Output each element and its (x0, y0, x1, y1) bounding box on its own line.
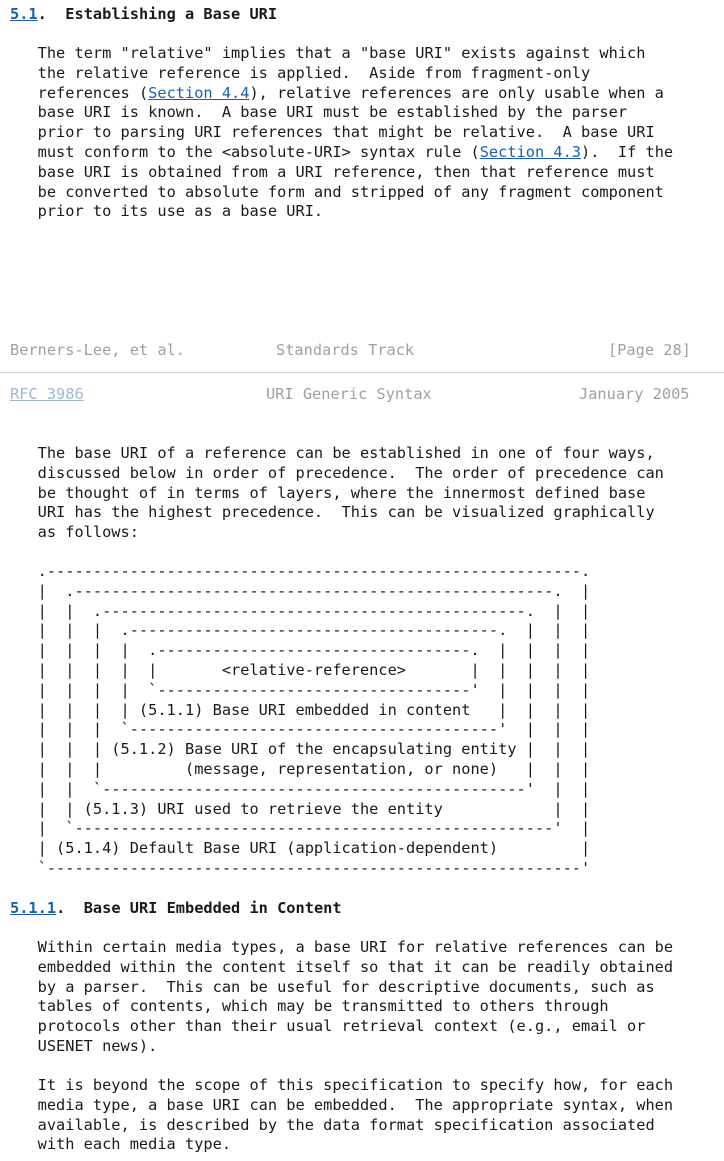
footer-status: Standards Track (276, 341, 415, 359)
section-xref-link[interactable]: Section 4.3 (479, 142, 582, 161)
text-line: base URI is known. A base URI must be established by the parser (37, 103, 628, 122)
text-line: available, is described by the data format specification associated (10, 1115, 655, 1134)
text-line: must conform to the <absolute-URI> syntax rule (Section 4.3). If the (37, 142, 674, 161)
diagram-line: | | | | .----------------------------------. | | | | (10, 641, 591, 660)
diagram-line: | | | `----------------------------------------' | | | (10, 720, 591, 739)
diagram-line: | | | (message, representation, or none) | | | (10, 759, 591, 778)
text-line: USENET news). (10, 1036, 158, 1055)
diagram-line: `----------------------------------------------------------' (10, 858, 591, 877)
diagram-line: | | | | `----------------------------------' | | | | (10, 680, 591, 699)
text-line: as follows: (10, 523, 139, 542)
text-line: be thought of in terms of layers, where the innermost defined base (10, 483, 646, 502)
text-line: URI has the highest precedence. This can be visualized graphically (10, 503, 655, 522)
rfc-number-link[interactable]: RFC 3986 (10, 385, 84, 403)
text-line: discussed below in order of precedence. The order of precedence can (10, 463, 664, 482)
text-line: tables of contents, which may be transmitted to others through (10, 997, 609, 1016)
text-line: by a parser. This can be useful for descriptive documents, such as (10, 977, 655, 996)
section-5-1-1-paragraph-1 (10, 938, 673, 1057)
text-line: protocols other than their usual retrieval context (e.g., email or (10, 1017, 646, 1036)
text-line: Within certain media types, a base URI for relative references can be (10, 938, 674, 956)
text-line: embedded within the content itself so that it can be readily obtained (10, 957, 674, 976)
text-line: The term "relative" implies that a "base URI" exists against which (37, 44, 646, 62)
diagram-line: | `----------------------------------------------------' | (10, 819, 591, 838)
section-title: Establishing a Base URI (65, 5, 278, 23)
section-heading-5-1 (10, 5, 277, 25)
text-line: media type, a base URI can be embedded. The appropriate syntax, when (10, 1095, 674, 1114)
diagram-line: | | | | (5.1.1) Base URI embedded in content | | | | (10, 700, 591, 719)
section-title: Base URI Embedded in Content (83, 899, 342, 917)
header-date: January 2005 (579, 385, 690, 403)
text-line: The base URI of a reference can be established in one of four ways, (10, 444, 655, 462)
diagram-line: | | | .----------------------------------------. | | | (10, 621, 591, 640)
page-footer (10, 341, 691, 361)
text-line: prior to parsing URI references that might be relative. A base URI (37, 123, 655, 142)
section-5-1-paragraph (10, 44, 673, 222)
diagram-line: | .----------------------------------------------------. | (10, 581, 591, 600)
heading-dot: . (56, 899, 84, 917)
footer-authors: Berners-Lee, et al. (10, 341, 185, 359)
heading-dot: . (37, 5, 66, 23)
header-title: URI Generic Syntax (266, 385, 432, 403)
text-line: prior to its use as a base URI. (37, 202, 324, 221)
text-line: It is beyond the scope of this specification to specify how, for each (10, 1076, 674, 1094)
text-line: be converted to absolute form and stripped of any fragment component (37, 182, 664, 201)
diagram-line: | | | | | <relative-reference> | | | | | (10, 660, 591, 679)
section-number-link[interactable]: 5.1 (10, 5, 38, 23)
section-xref-link[interactable]: Section 4.4 (148, 83, 250, 102)
precedence-paragraph (10, 444, 664, 543)
diagram-line: .----------------------------------------------------------. (10, 562, 591, 580)
diagram-line: | | (5.1.3) URI used to retrieve the entity | | (10, 799, 591, 818)
text-line: with each media type. (10, 1135, 232, 1154)
section-number-link[interactable]: 5.1.1 (10, 899, 57, 917)
base-uri-layers-diagram (10, 562, 590, 879)
diagram-line: | (5.1.4) Default Base URI (application-dependent) | (10, 839, 591, 858)
diagram-line: | | `----------------------------------------------' | | (10, 779, 591, 798)
page-break-line (0, 372, 724, 373)
footer-page-number: [Page 28] (608, 341, 691, 359)
text-line: the relative reference is applied. Aside from fragment-only (37, 63, 591, 82)
page-header (10, 385, 690, 405)
diagram-line: | | .----------------------------------------------. | | (10, 601, 591, 620)
section-heading-5-1-1 (10, 899, 342, 919)
section-5-1-1-paragraph-2 (10, 1076, 673, 1155)
text-line: base URI is obtained from a URI reference, then that reference must (37, 162, 655, 181)
diagram-line: | | | (5.1.2) Base URI of the encapsulating entity | | | (10, 740, 591, 759)
text-line: references (Section 4.4), relative references are only usable when a (37, 83, 664, 102)
